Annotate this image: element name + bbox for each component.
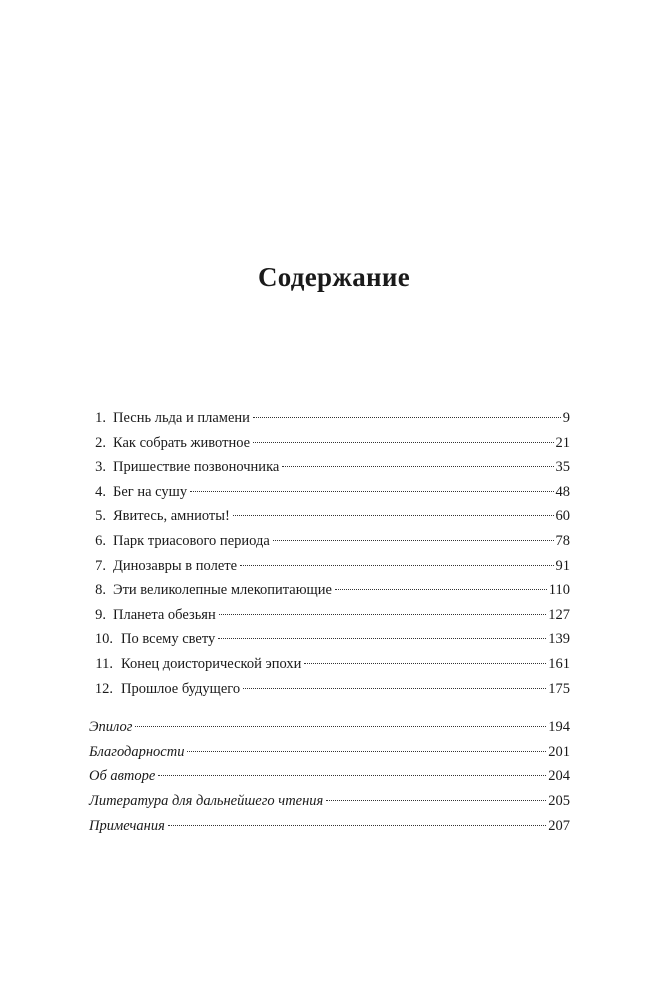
toc-entry-page: 91 xyxy=(555,557,570,574)
toc-entry-page: 127 xyxy=(548,606,570,623)
toc-entry-number: 10. xyxy=(94,631,113,648)
dot-leader xyxy=(240,565,553,566)
toc-entry-page: 78 xyxy=(555,532,570,549)
toc-entry[interactable] xyxy=(89,554,570,579)
toc-entry[interactable] xyxy=(89,480,570,505)
table-of-contents xyxy=(89,406,570,838)
toc-entry-page: 201 xyxy=(548,743,570,760)
toc-entry-title: Песнь льда и пламени xyxy=(113,410,250,426)
dot-leader xyxy=(168,825,546,826)
toc-entry-page: 175 xyxy=(548,680,570,697)
toc-entry-number: 2. xyxy=(95,434,106,451)
toc-entry-number: 12. xyxy=(94,680,113,697)
toc-entry-page: 35 xyxy=(555,459,570,476)
toc-entry-title: Парк триасового периода xyxy=(113,532,270,549)
toc-entry-title: Пришествие позвоночника xyxy=(113,459,280,476)
toc-entry[interactable] xyxy=(89,578,570,603)
toc-backmatter-entry[interactable] xyxy=(89,814,570,839)
toc-entry-number: 9. xyxy=(95,606,106,623)
toc-entry[interactable] xyxy=(89,431,570,456)
toc-entry[interactable] xyxy=(89,677,570,702)
toc-entry-page: 205 xyxy=(548,792,570,809)
toc-entry-page: 9 xyxy=(562,410,570,426)
toc-entry-page: 21 xyxy=(555,434,570,451)
toc-backmatter-entry[interactable] xyxy=(89,789,570,814)
toc-entry-number: 8. xyxy=(95,582,106,599)
toc-backmatter-entry[interactable] xyxy=(89,715,570,740)
dot-leader xyxy=(253,417,561,418)
toc-entry-page: 110 xyxy=(548,582,570,599)
toc-entry-page: 48 xyxy=(555,483,570,500)
dot-leader xyxy=(335,589,547,590)
toc-backmatter-entry[interactable] xyxy=(89,740,570,765)
toc-entry[interactable] xyxy=(89,603,570,628)
toc-entry[interactable] xyxy=(89,406,570,431)
page-title: Содержание xyxy=(257,262,411,292)
toc-entry-title: Примечания xyxy=(89,817,165,834)
toc-entry-title: Конец доисторической эпохи xyxy=(121,655,302,672)
toc-entry-number: 6. xyxy=(95,532,106,549)
toc-entry-page: 139 xyxy=(548,631,570,648)
toc-entry-number: 5. xyxy=(95,508,106,525)
toc-entry-page: 204 xyxy=(548,768,570,785)
toc-entry[interactable] xyxy=(89,504,570,529)
dot-leader xyxy=(190,491,553,492)
toc-entry-title: Эти великолепные млекопитающие xyxy=(113,582,332,599)
dot-leader xyxy=(233,515,554,516)
dot-leader xyxy=(158,775,546,776)
toc-entry[interactable] xyxy=(89,652,570,677)
toc-entry-title: Благодарности xyxy=(89,743,185,760)
toc-entry-title: Об авторе xyxy=(89,768,156,785)
toc-entry-number: 7. xyxy=(95,557,106,574)
toc-entry-title: Планета обезьян xyxy=(113,606,216,623)
toc-entry[interactable] xyxy=(89,455,570,480)
section-gap xyxy=(89,701,570,715)
dot-leader xyxy=(282,466,553,467)
toc-entry-title: По всему свету xyxy=(121,631,216,648)
toc-entry[interactable] xyxy=(89,627,570,652)
toc-entry-number: 4. xyxy=(95,483,106,500)
toc-entry-page: 161 xyxy=(548,655,570,672)
toc-entry-page: 60 xyxy=(555,508,570,525)
toc-entry-number: 3. xyxy=(95,459,106,476)
toc-entry-title: Бег на сушу xyxy=(113,483,188,500)
toc-entry-number: 11. xyxy=(95,655,113,672)
dot-leader xyxy=(135,726,546,727)
toc-entry-page: 194 xyxy=(548,719,570,736)
dot-leader xyxy=(326,800,546,801)
toc-entry-title: Эпилог xyxy=(89,719,133,736)
toc-entry-title: Динозавры в полете xyxy=(113,557,238,574)
toc-entry-title: Как собрать животное xyxy=(113,434,251,451)
toc-entry[interactable] xyxy=(89,529,570,554)
dot-leader xyxy=(273,540,554,541)
dot-leader xyxy=(243,688,546,689)
dot-leader xyxy=(219,614,547,615)
toc-entry-title: Литература для дальнейшего чтения xyxy=(89,792,324,809)
toc-entry-page: 207 xyxy=(548,817,570,834)
toc-backmatter-entry[interactable] xyxy=(89,764,570,789)
toc-entry-title: Прошлое будущего xyxy=(121,680,241,697)
toc-entry-number: 1. xyxy=(95,410,106,426)
dot-leader xyxy=(187,751,546,752)
dot-leader xyxy=(304,663,546,664)
toc-entry-title: Явитесь, амниоты! xyxy=(113,508,230,525)
dot-leader xyxy=(218,638,546,639)
dot-leader xyxy=(253,442,553,443)
